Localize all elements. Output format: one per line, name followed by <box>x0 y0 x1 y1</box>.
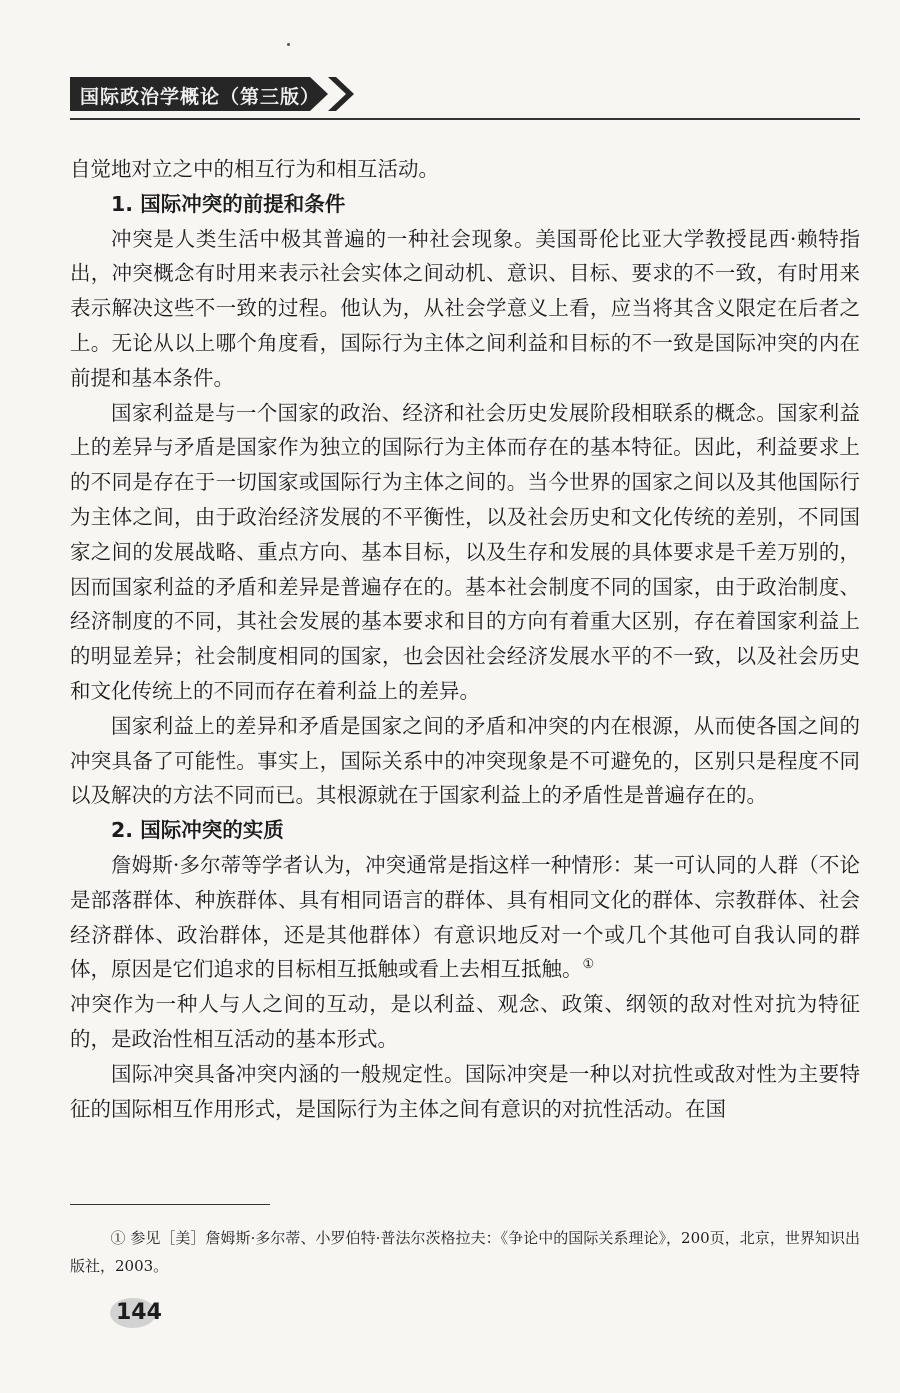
footnote-rule <box>70 1204 270 1205</box>
section-heading: 1. 国际冲突的前提和条件 <box>111 191 346 216</box>
paragraph: 国家利益上的差异和矛盾是国家之间的矛盾和冲突的内在根源，从而使各国之间的冲突具备了可能性。事实上，国际关系中的冲突现象是不可避免的，区别只是程度不同以及解决的方法不同而已。其根源就在于国家利益上的矛盾性是普遍存在的。 <box>70 713 860 808</box>
paragraph: 国际冲突具备冲突内涵的一般规定性。国际冲突是一种以对抗性或敌对性为主要特征的国际相互作用形式，是国际行为主体之间有意识的对抗性活动。在国 <box>70 1061 860 1121</box>
paragraph: 冲突是人类生活中极其普遍的一种社会现象。美国哥伦比亚大学教授昆西·赖特指出，冲突概念有时用来表示社会实体之间动机、意识、目标、要求的不一致，有时用来表示解决这些不一致的过程。他认为，从社会学意义上看，应当将其含义限定在后者之上。无论从以上哪个角度看，国际行为主体之间利益和目标的不一致是国际冲突的内在前提和基本条件。 <box>70 226 860 390</box>
footnote <box>70 1224 860 1280</box>
page-number: 144 <box>116 1300 162 1325</box>
header-rule <box>70 118 860 120</box>
footnote-reference[interactable]: ① <box>582 957 595 973</box>
paragraph: 冲突作为一种人与人之间的互动，是以利益、观念、政策、纲领的敌对性对抗为特征的，是政治性相互活动的基本形式。 <box>70 992 860 1051</box>
main-text <box>70 152 860 1126</box>
running-header <box>70 77 370 111</box>
footnote-text: ① 参见［美］詹姆斯·多尔蒂、小罗伯特·普法尔茨格拉夫：《争论中的国际关系理论》，200页，北京，世界知识出版社，2003。 <box>70 1229 860 1275</box>
chevron-icon <box>328 77 354 111</box>
paragraph <box>70 848 860 987</box>
book-title: 国际政治学概论（第三版） <box>80 86 321 108</box>
paragraph: 国家利益是与一个国家的政治、经济和社会历史发展阶段相联系的概念。国家利益上的差异与矛盾是国家作为独立的国际行为主体而存在的基本特征。因此，利益要求上的不同是存在于一切国家或国际行为主体之间的。当今世界的国家之间以及其他国际行为主体之间，由于政治经济发展的不平衡性，以及社会历史和文化传统的差别，不同国家之间的发展战略、重点方向、基本目标，以及生存和发展的具体要求是千差万别的，因而国家利益的矛盾和差异是普遍存在的。基本社会制度不同的国家，由于政治制度、经济制度的不同，其社会发展的基本要求和目的方向有着重大区别，存在着国家利益上的明显差异；社会制度相同的国家，也会因社会经济发展水平的不一致，以及社会历史和文化传统上的不同而存在着利益上的差异。 <box>70 400 860 703</box>
section-heading: 2. 国际冲突的实质 <box>111 818 284 843</box>
paragraph: 自觉地对立之中的相互行为和相互活动。 <box>70 157 439 181</box>
scan-speck <box>287 43 290 46</box>
paragraph-text: 詹姆斯·多尔蒂等学者认为，冲突通常是指这样一种情形：某一可认同的人群（不论是部落群体、种族群体、具有相同语言的群体、具有相同文化的群体、宗教群体、社会经济群体、政治群体，还是其他群体）有意识地反对一个或几个其他可自我认同的群体，原因是它们追求的目标相互抵触或看上去相互抵触。 <box>70 852 860 982</box>
